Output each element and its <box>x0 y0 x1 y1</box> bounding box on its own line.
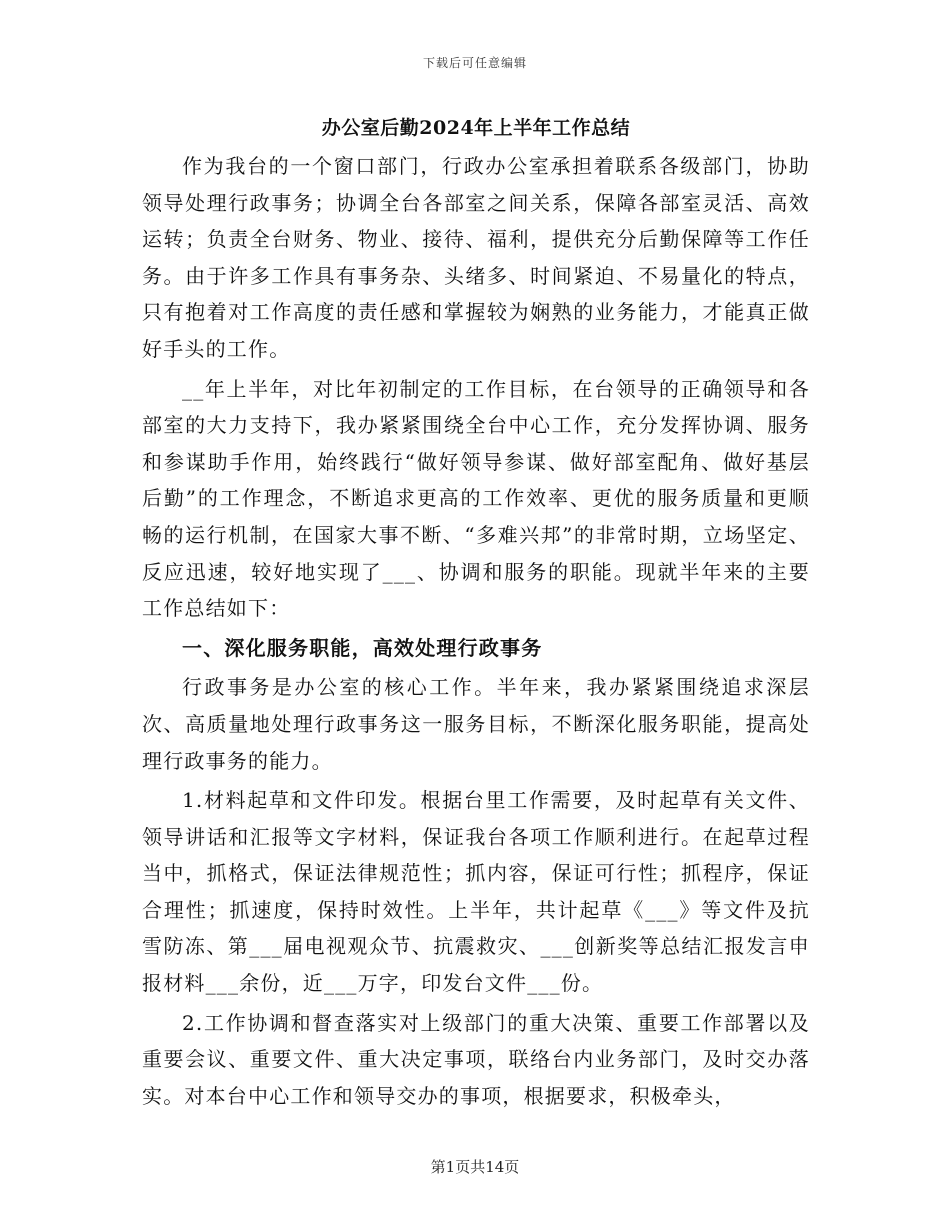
paragraph-section-intro: 行政事务是办公室的核心工作。半年来，我办紧紧围绕追求深层次、高质量地处理行政事务这一服务目标，不断深化服务职能，提高处理行政事务的能力。 <box>142 675 810 773</box>
paragraph-intro: 作为我台的一个窗口部门，行政办公室承担着联系各级部门，协助领导处理行政事务；协调全台各部室之间关系，保障各部室灵活、高效运转；负责全台财务、物业、接待、福利，提供充分后勤保障等工作任务。由于许多工作具有事务杂、头绪多、时间紧迫、不易量化的特点，只有抱着对工作高度的责任感和掌握较为娴熟的业务能力，才能真正做好手头的工作。 <box>142 154 810 361</box>
section-heading-1: 一、深化服务职能，高效处理行政事务 <box>182 635 543 660</box>
document-body <box>142 112 810 1117</box>
header-note: 下载后可任意编辑 <box>422 56 527 70</box>
paragraph-item-2: 2.工作协调和督查落实对上级部门的重大决策、重要工作部署以及重要会议、重要文件、重大决定事项，联络台内业务部门，及时交办落实。对本台中心工作和领导交办的事项，根据要求，积极牵头， <box>142 1010 810 1108</box>
page-number: 第1页共14页 <box>430 1158 520 1176</box>
paragraph-overview: __年上半年，对比年初制定的工作目标，在台领导的正确领导和各部室的大力支持下，我办紧紧围绕全台中心工作，充分发挥协调、服务和参谋助手作用，始终践行“做好领导参谋、做好部室配角、做好基层后勤”的工作理念，不断追求更高的工作效率、更优的服务质量和更顺畅的运行机制，在国家大事不断、“多难兴邦”的非常时期，立场坚定、反应迅速，较好地实现了___、协调和服务的职能。现就半年来的主要工作总结如下： <box>142 376 810 621</box>
document-title: 办公室后勤2024年上半年工作总结 <box>321 117 631 139</box>
paragraph-item-1: 1.材料起草和文件印发。根据台里工作需要，及时起草有关文件、领导讲话和汇报等文字材料，保证我台各项工作顺利进行。在起草过程当中，抓格式，保证法律规范性；抓内容，保证可行性；抓程序，保证合理性；抓速度，保持时效性。上半年，共计起草《___》等文件及抗雪防冻、第___届电视观众节、抗震救灾、___创新奖等总结汇报发言申报材料___余份，近___万字，印发台文件___份。 <box>142 788 810 996</box>
